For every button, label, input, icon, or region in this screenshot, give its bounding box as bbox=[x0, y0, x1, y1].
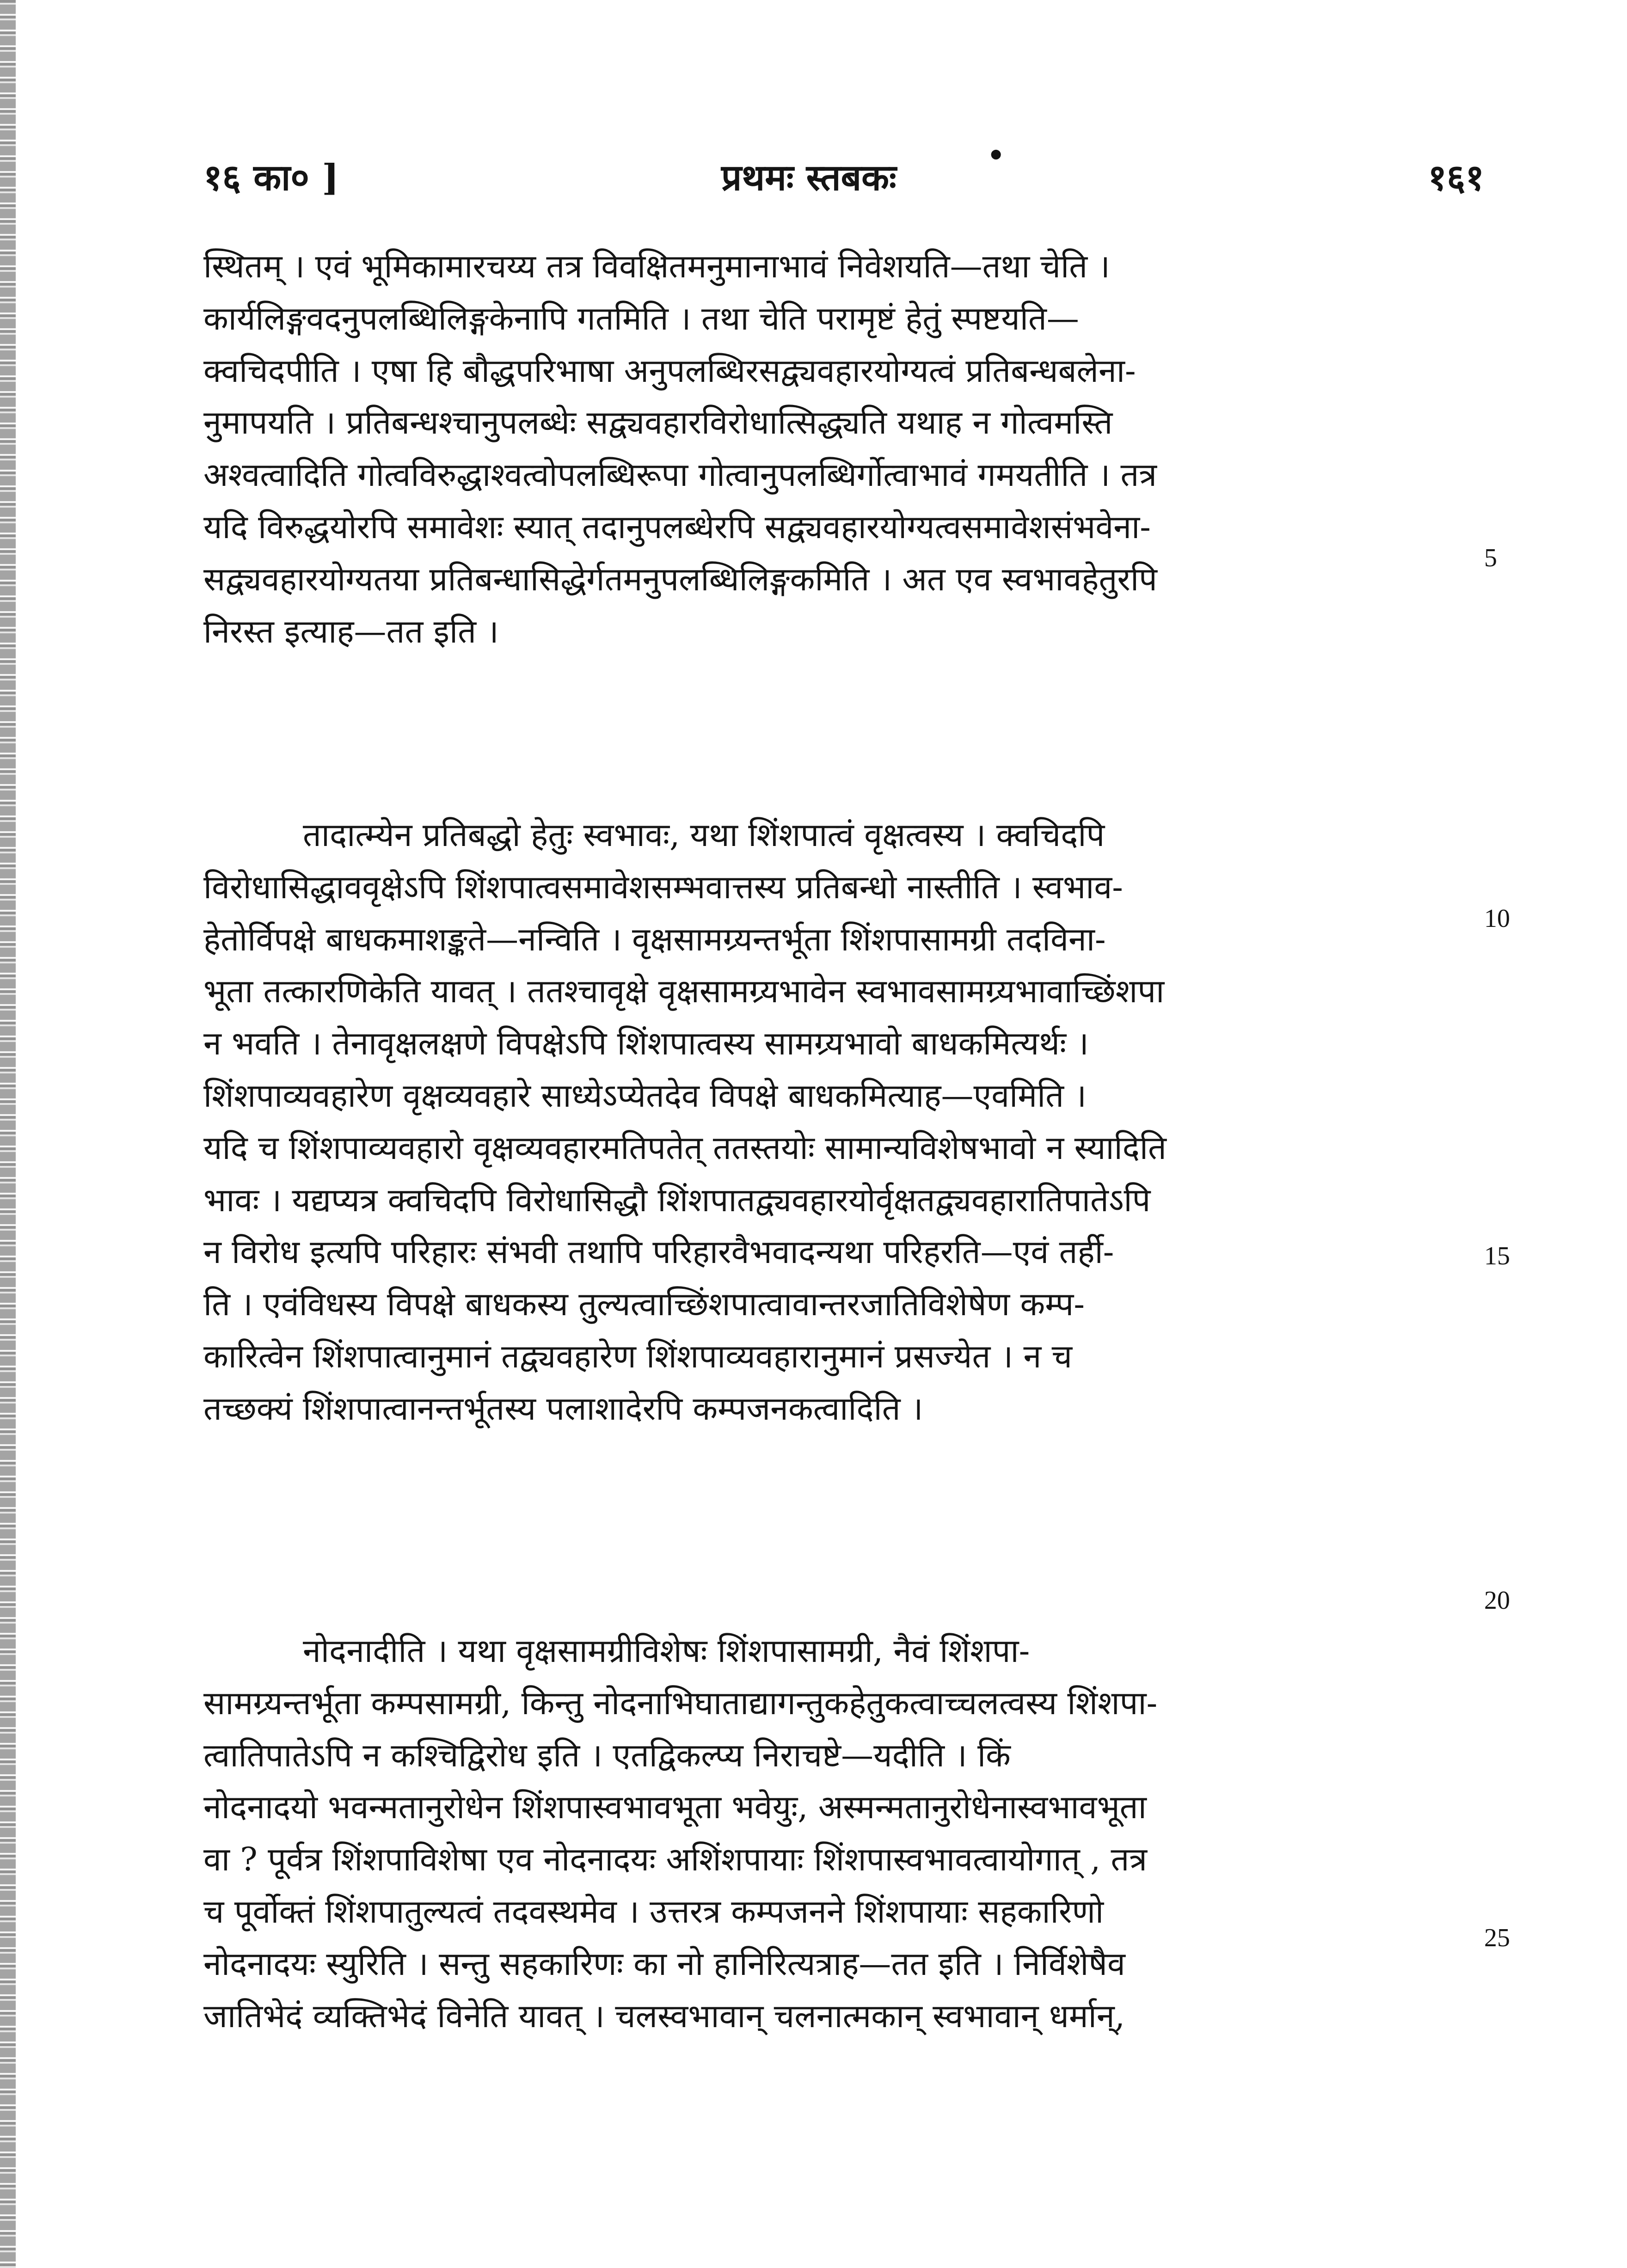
text-line: निरस्त इत्याह—तत इति । bbox=[203, 612, 499, 650]
page-number: १६१ bbox=[1428, 157, 1484, 199]
paragraph bbox=[203, 1625, 1470, 2042]
text-line: तच्छक्यं शिंशपात्वानन्तर्भूतस्य पलाशादेरपि कम्पजनकत्वादिति । bbox=[203, 1389, 923, 1428]
line-number: 10 bbox=[1484, 904, 1510, 933]
text-line: भावः । यद्यप्यत्र क्वचिदपि विरोधासिद्धौ शिंशपातद्व्यवहारयोर्वृक्षतद्व्यवहारातिपातेऽपि bbox=[203, 1181, 1151, 1219]
text-line: त्वातिपातेऽपि न कश्चिद्विरोध इति । एतद्विकल्प्य निराचष्टे—यदीति । किं bbox=[203, 1736, 1011, 1774]
running-title: प्रथमः स्तबकः bbox=[721, 157, 896, 199]
paragraph bbox=[203, 240, 1470, 657]
text-line: ति । एवंविधस्य विपक्षे बाधकस्य तुल्यत्वाच्छिंशपात्वावान्तरजातिविशेषेण कम्प- bbox=[203, 1285, 1085, 1324]
text-line: कारित्वेन शिंशपात्वानुमानं तद्व्यवहारेण शिंशपाव्यवहारानुमानं प्रसज्येत । न च bbox=[203, 1337, 1073, 1375]
text-line: भूता तत्कारणिकेति यावत् । ततश्चावृक्षे वृक्षसामग्र्यभावेन स्वभावसामग्र्यभावाच्छिंशपा bbox=[203, 972, 1165, 1011]
line-number: 5 bbox=[1484, 544, 1497, 572]
text-line: स्थितम् । एवं भूमिकामारचय्य तत्र विवक्षितमनुमानाभावं निवेशयति—तथा चेति । bbox=[203, 247, 1110, 285]
page-header bbox=[203, 139, 1484, 203]
text-line: नोदनादयो भवन्मतानुरोधेन शिंशपास्वभावभूता भवेयुः, अस्मन्मतानुरोधेनास्वभावभूता bbox=[203, 1788, 1147, 1827]
text-line: न विरोध इत्यपि परिहारः संभवी तथापि परिहारवैभवादन्यथा परिहरति—एवं तर्ही- bbox=[203, 1233, 1114, 1271]
text-line: विरोधासिद्धाववृक्षेऽपि शिंशपात्वसमावेशसम्भवात्तस्य प्रतिबन्धो नास्तीति । स्वभाव- bbox=[203, 868, 1123, 906]
line-number: 25 bbox=[1484, 1924, 1510, 1952]
section-marker: १६ का० ] bbox=[203, 157, 339, 199]
text-line: न भवति । तेनावृक्षलक्षणे विपक्षेऽपि शिंशपात्वस्य सामग्र्यभावो बाधकमित्यर्थः । bbox=[203, 1024, 1089, 1063]
text-line: कार्यलिङ्गवदनुपलब्धिलिङ्गकेनापि गतमिति । तथा चेति परामृष्टं हेतुं स्पष्टयति— bbox=[203, 299, 1079, 337]
text-line: नोदनादयः स्युरिति । सन्तु सहकारिणः का नो हानिरित्यत्राह—तत इति । निर्विशेषैव bbox=[203, 1944, 1125, 1983]
text-line: नोदनादीति । यथा वृक्षसामग्रीविशेषः शिंशपासामग्री, नैवं शिंशपा- bbox=[303, 1632, 1030, 1670]
text-line: अश्वत्वादिति गोत्वविरुद्धाश्वत्वोपलब्धिरूपा गोत्वानुपलब्धिर्गोत्वाभावं गमयतीति । तत्र bbox=[203, 456, 1157, 494]
text-line: वा ? पूर्वत्र शिंशपाविशेषा एव नोदनादयः अशिंशपायाः शिंशपास्वभावत्वायोगात् , तत्र bbox=[203, 1840, 1148, 1879]
text-line: शिंशपाव्यवहारेण वृक्षव्यवहारे साध्येऽप्येतदेव विपक्षे बाधकमित्याह—एवमिति । bbox=[203, 1076, 1087, 1115]
text-line: यदि विरुद्धयोरपि समावेशः स्यात् तदानुपलब्धेरपि सद्व्यवहारयोग्यत्वसमावेशसंभवेना- bbox=[203, 508, 1151, 546]
text-line: जातिभेदं व्यक्तिभेदं विनेति यावत् । चलस्वभावान् चलनात्मकान् स्वभावान् धर्मान्, bbox=[203, 1997, 1125, 2035]
text-line: यदि च शिंशपाव्यवहारो वृक्षव्यवहारमतिपतेत् ततस्तयोः सामान्यविशेषभावो न स्यादिति bbox=[203, 1128, 1167, 1167]
text-line: नुमापयति । प्रतिबन्धश्चानुपलब्धेः सद्व्यवहारविरोधात्सिद्ध्यति यथाह न गोत्वमस्ति bbox=[203, 404, 1113, 442]
text-line: सामग्र्यन्तर्भूता कम्पसामग्री, किन्तु नोदनाभिघाताद्यागन्तुकहेतुकत्वाच्चलत्वस्य शिंशपा- bbox=[203, 1684, 1158, 1722]
ink-dot: • bbox=[987, 140, 1005, 172]
scan-binding-edge bbox=[0, 0, 16, 2268]
text-line: सद्व्यवहारयोग्यतया प्रतिबन्धासिद्धेर्गतमनुपलब्धिलिङ्गकमिति । अत एव स्वभावहेतुरपि bbox=[203, 560, 1157, 598]
text-line: च पूर्वोक्तं शिंशपातुल्यत्वं तदवस्थमेव । उत्तरत्र कम्पजनने शिंशपायाः सहकारिणो bbox=[203, 1892, 1104, 1931]
line-number: 20 bbox=[1484, 1586, 1510, 1615]
text-line: तादात्म्येन प्रतिबद्धो हेतुः स्वभावः, यथा शिंशपात्वं वृक्षत्वस्य । क्वचिदपि bbox=[303, 816, 1105, 854]
text-line: क्वचिदपीति । एषा हि बौद्धपरिभाषा अनुपलब्धिरसद्व्यवहारयोग्यत्वं प्रतिबन्धबलेना- bbox=[203, 351, 1136, 390]
text-line: हेतोर्विपक्षे बाधकमाशङ्कते—नन्विति । वृक्षसामग्र्यन्तर्भूता शिंशपासामग्री तदविना- bbox=[203, 920, 1106, 958]
line-number: 15 bbox=[1484, 1242, 1510, 1270]
paragraph bbox=[203, 809, 1470, 1435]
